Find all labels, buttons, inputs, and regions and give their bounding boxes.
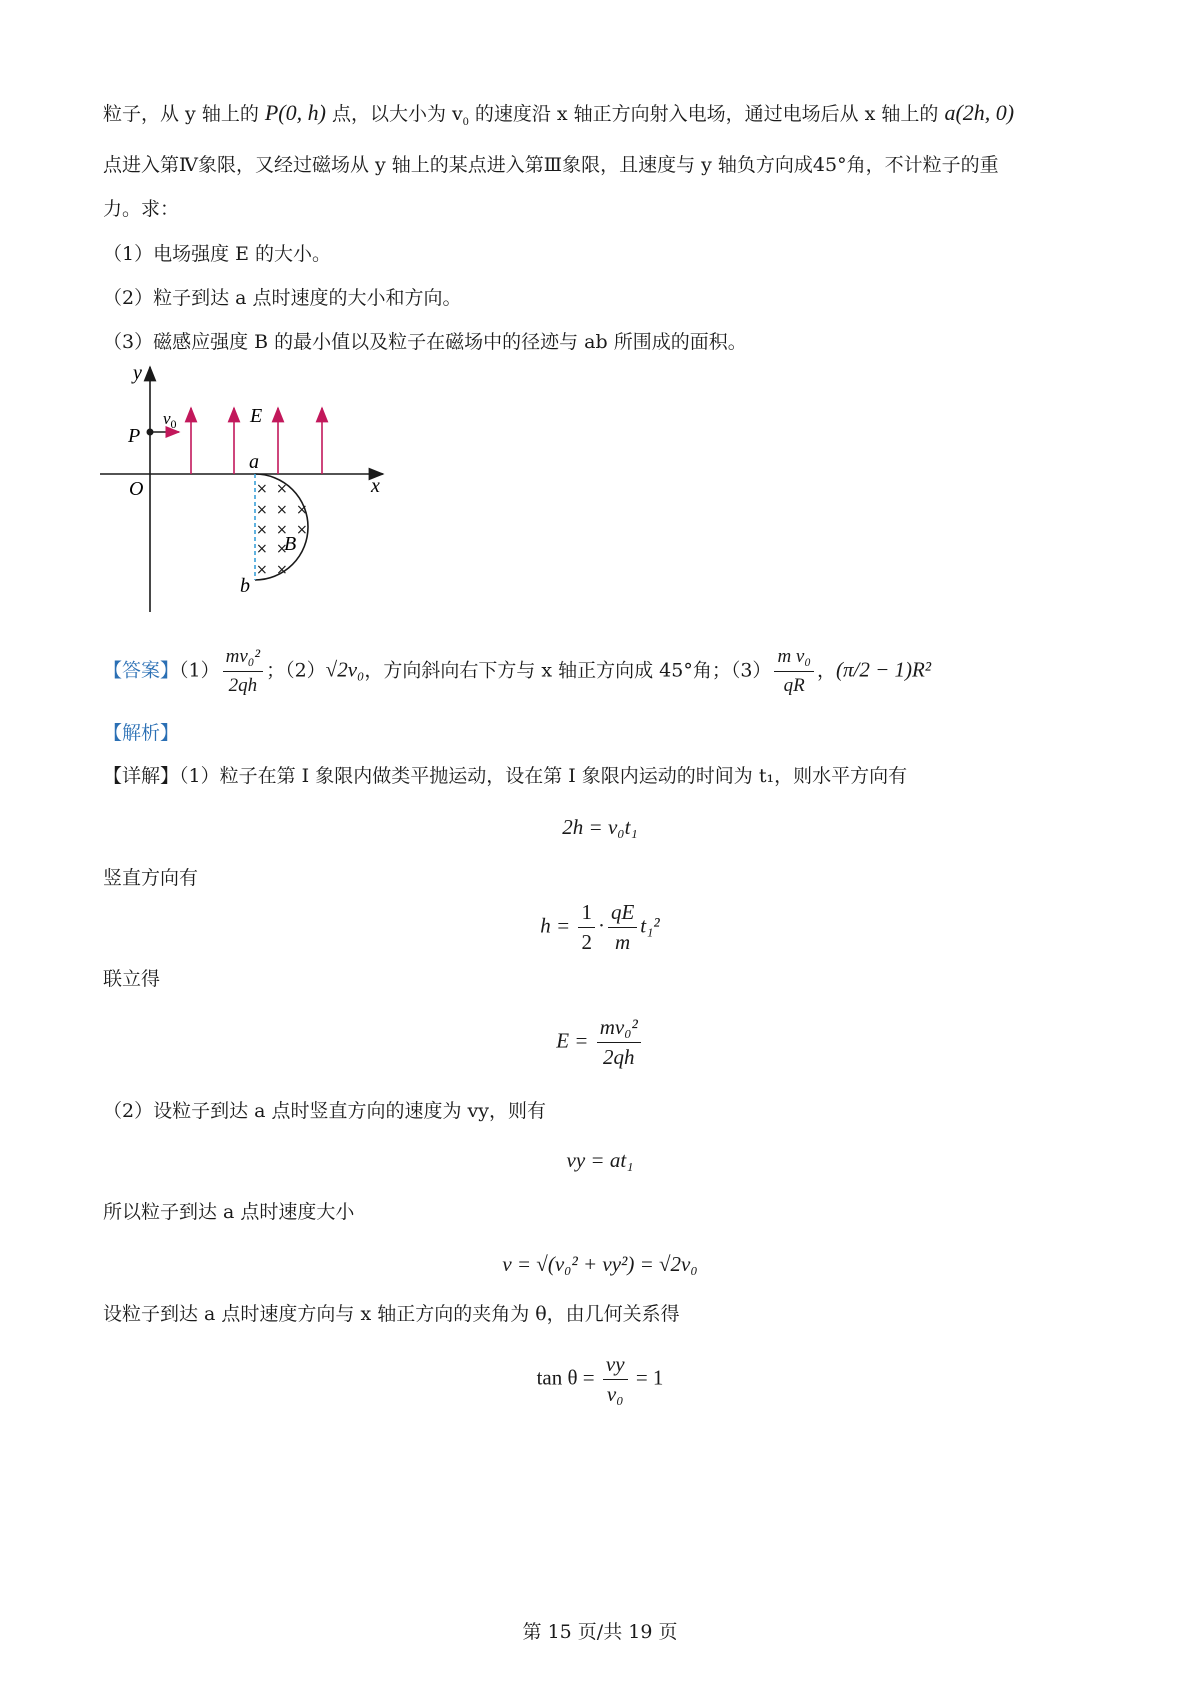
- fraction-tan: $\frac{vy}{\text{v₀}}$: [603, 1352, 628, 1407]
- b-field-label: B: [284, 533, 297, 555]
- question-text: 的速度沿 x 轴正方向射入电场，通过电场后从 x 轴上的: [468, 103, 945, 125]
- fraction-qe-m: $\frac{qE}{m}$: [608, 900, 637, 955]
- question-line-1: 粒子，从 y 轴上的 P(0, h) 点，以大小为 $v_0$ 的速度沿 x 轴正方向射入电场，通过电场后从 x 轴上的 a(2h, 0): [103, 100, 1015, 128]
- svg-text:×: ×: [296, 502, 308, 518]
- equation-2: h = $\frac{1}{2}$ · $\frac{qE}{m}$ t₁²: [540, 900, 660, 954]
- point-p: P(0, h): [264, 100, 326, 125]
- question-line-3: 力。求：: [103, 198, 180, 220]
- point-a: a(2h, 0): [944, 100, 1015, 125]
- svg-text:×: ×: [276, 481, 288, 497]
- equation-4: vy = at₁: [566, 1148, 634, 1172]
- question-part-3: （3）磁感应强度 B 的最小值以及粒子在磁场中的径迹与 ab 所围成的面积。: [103, 331, 747, 353]
- svg-text:×: ×: [276, 522, 288, 538]
- answer-speed: √2v₀: [325, 657, 365, 682]
- answer-tag: 【答案】: [103, 659, 180, 682]
- svg-text:×: ×: [276, 541, 288, 557]
- b-label: b: [240, 575, 250, 597]
- equation-5: v = √(v₀² + vy²) = √2v₀: [502, 1252, 698, 1276]
- detail-tag: 【详解】: [103, 765, 180, 787]
- y-axis-label: y: [133, 362, 142, 384]
- page-footer: 第 15 页/共 19 页: [522, 1621, 678, 1643]
- a-label: a: [249, 451, 259, 473]
- origin-label: O: [129, 478, 144, 500]
- vertical-text: 竖直方向有: [103, 867, 199, 889]
- part-2-text: （2）设粒子到达 a 点时竖直方向的速度为 vy，则有: [103, 1100, 547, 1122]
- svg-text:×: ×: [276, 502, 288, 518]
- question-text: 点，以大小为 v: [325, 103, 463, 125]
- speed-text: 所以粒子到达 a 点时速度大小: [103, 1201, 355, 1223]
- detail-text: （1）粒子在第 I 象限内做类平抛运动，设在第 I 象限内运动的时间为 t₁，则水平方向有: [179, 765, 908, 787]
- svg-text:×: ×: [256, 562, 268, 578]
- p-label: P: [128, 425, 141, 447]
- svg-text:×: ×: [256, 502, 268, 518]
- x-axis-label: x: [371, 475, 380, 497]
- answer-part-1-label: （1）: [179, 659, 220, 682]
- v0-label: $v_0$: [163, 409, 177, 431]
- combine-text: 联立得: [103, 968, 161, 990]
- analysis-tag: 【解析】: [103, 722, 180, 744]
- b-field-crosses: [256, 481, 308, 578]
- answer-fraction-3: $\frac{\text{m v₀}}{qR}$: [774, 645, 814, 698]
- equation-3: E = $\frac{\text{mv₀²}}{2qh}$: [0, 1015, 1200, 1070]
- answer-area: (π/2 − 1)R²: [835, 657, 932, 682]
- svg-text:×: ×: [256, 522, 268, 538]
- detail-line: [103, 763, 907, 789]
- question-line-2: 点进入第Ⅳ象限，又经过磁场从 y 轴上的某点进入第Ⅲ象限，且速度与 y 轴负方向成45°角，不计粒子的重: [103, 154, 999, 176]
- answer-direction: ，方向斜向右下方与 x 轴正方向成 45°角；（3）: [364, 659, 772, 682]
- question-part-1: （1）电场强度 E 的大小。: [103, 243, 332, 265]
- angle-text: 设粒子到达 a 点时速度方向与 x 轴正方向的夹角为 θ，由几何关系得: [103, 1303, 680, 1325]
- answer-fraction-1: $\frac{\text{mv₀²}}{2qh}$: [223, 645, 263, 698]
- question-part-2: （2）粒子到达 a 点时速度的大小和方向。: [103, 287, 462, 309]
- e-label: E: [250, 405, 263, 427]
- equation-6: tan θ = $\frac{vy}{\text{v₀}}$ = 1: [536, 1352, 664, 1406]
- svg-text:×: ×: [276, 562, 288, 578]
- equation-1: 2h = v₀t₁: [562, 815, 638, 839]
- fraction-half: $\frac{1}{2}$: [578, 900, 595, 955]
- answer-part-2-label: ；（2）: [266, 659, 326, 682]
- svg-text:×: ×: [296, 522, 308, 538]
- question-text: 粒子，从 y 轴上的: [103, 103, 265, 125]
- svg-text:×: ×: [256, 541, 268, 557]
- answer-line: 【答案】（1） $\frac{\text{mv₀²}}{2qh}$ ；（2）√2v₀，方向斜向右下方与 x 轴正方向成 45°角；（3） $\frac{\text{m v₀}}{qR}$ ，(π/2 − 1)R²: [103, 646, 932, 696]
- physics-figure: [95, 362, 405, 622]
- svg-text:×: ×: [256, 481, 268, 497]
- fraction-e: $\frac{\text{mv₀²}}{2qh}$: [597, 1015, 641, 1070]
